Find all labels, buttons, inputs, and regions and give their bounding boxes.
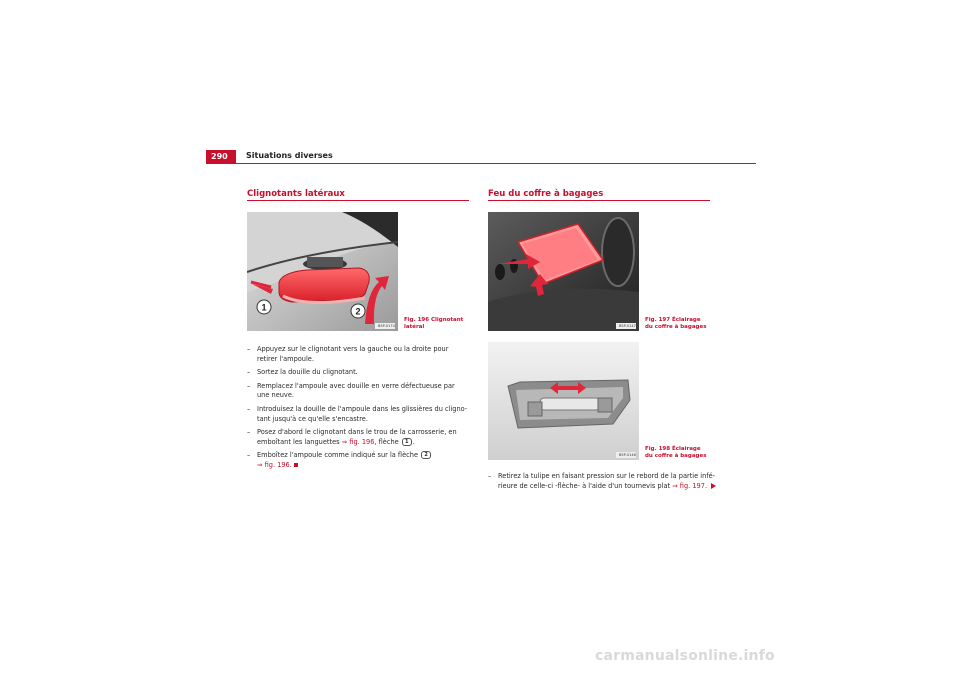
step-item: – Sortez la douille du clignotant. [247,368,469,378]
caption-fig-198: Fig. 198 Éclairage du coffre à bagages [645,446,707,459]
figure-trunk-light-bulb [488,342,639,460]
figure-code: B5P-0174 [378,324,395,328]
arrow-badge-2: 2 [421,451,431,459]
watermark: carmanualsonline.info [595,648,775,664]
section-divider-left [247,200,469,201]
step-item: – Appuyez sur le clignotant vers la gauche ou la droite pour retirer l'ampoule. [247,345,469,364]
figure-code: B5P-0146 [619,453,636,457]
step-item: – Posez d'abord le clignotant dans le trou de la carrosserie, en emboîtant les languettes ⇒ fig. 196, flèche 1 . [247,428,469,447]
page-number: 290 [206,150,236,163]
section-title-trunk-light: Feu du coffre à bagages [488,189,604,199]
section-title-side-indicators: Clignotants latéraux [247,189,345,199]
arrow-badge-1: 1 [402,438,412,446]
section-divider-right [488,200,710,201]
steps-list-left [247,345,469,475]
figure-code: B5P-0147 [619,324,636,328]
caption-fig-196: Fig. 196 Clignotant latéral [404,317,464,330]
fig-link[interactable]: ⇒ fig. 196 [341,437,375,446]
fig-link[interactable]: ⇒ fig. 197 [672,481,705,490]
figure-trunk-light-housing [488,212,639,331]
callout-2: 2 [355,306,361,317]
chapter-title: Situations diverses [246,151,333,160]
end-of-section-icon [294,463,298,467]
fig-link[interactable]: ⇒ fig. 196 [257,460,290,469]
callout-1: 1 [261,302,267,313]
continue-arrow-icon [711,483,716,489]
step-item: – Emboîtez l'ampoule comme indiqué sur la flèche 2 ⇒ fig. 196. [247,451,469,470]
figure-side-indicator [247,212,398,331]
header-divider [206,163,756,164]
step-item: – Introduisez la douille de l'ampoule dans les glissières du cligno-tant jusqu'à ce qu'elle s'encastre. [247,405,469,424]
steps-list-right [488,472,720,495]
step-item: – Remplacez l'ampoule avec douille en verre défectueuse par une neuve. [247,382,469,401]
caption-fig-197: Fig. 197 Éclairage du coffre à bagages [645,317,707,330]
step-item: – Retirez la tulipe en faisant pression sur le rebord de la partie infé-rieure de celle-ci -flèche- à l'aide d'un tournevis plat ⇒ fig. 197. [488,472,720,491]
